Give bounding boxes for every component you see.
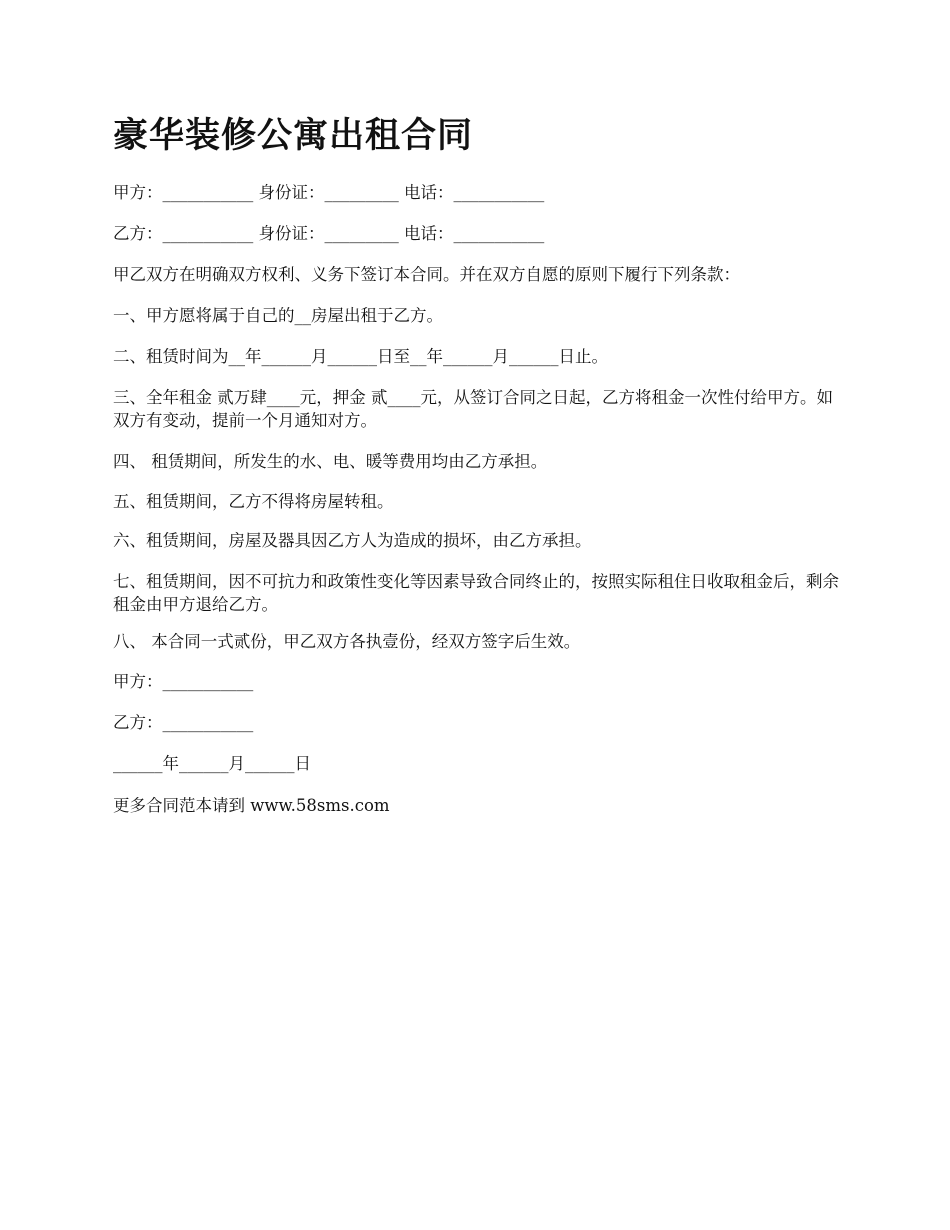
document-title: 豪华装修公寓出租合同	[113, 116, 474, 156]
party-a-info-line: 甲方：___________ 身份证：_________ 电话：___________	[113, 183, 545, 202]
date-line: ______年______月______日	[113, 754, 311, 773]
clause-2: 二、租赁时间为__年______月______日至__年______月______日止。	[113, 347, 608, 366]
party-b-info-line: 乙方：___________ 身份证：_________ 电话：___________	[113, 224, 545, 243]
intro-paragraph: 甲乙双方在明确双方权利、义务下签订本合同。并在双方自愿的原则下履行下列条款：	[113, 265, 740, 284]
clause-7: 七、租赁期间，因不可抗力和政策性变化等因素导致合同终止的，按照实际租住日收取租金后，剩余租金由甲方退给乙方。	[113, 572, 839, 614]
footer-link-text: 更多合同范本请到 www.58sms.com	[113, 796, 390, 815]
clause-4: 四、 租赁期间，所发生的水、电、暖等费用均由乙方承担。	[113, 452, 548, 471]
clause-8: 八、 本合同一式贰份，甲乙双方各执壹份，经双方签字后生效。	[113, 632, 581, 651]
signature-party-a: 甲方：___________	[113, 672, 254, 691]
clause-1: 一、甲方愿将属于自己的__房屋出租于乙方。	[113, 306, 443, 325]
clause-5: 五、租赁期间，乙方不得将房屋转租。	[113, 492, 394, 511]
clause-3: 三、全年租金 贰万肆____元，押金 贰____元，从签订合同之日起，乙方将租金一次性付给甲方。如双方有变动，提前一个月通知对方。	[113, 388, 833, 430]
clause-6: 六、租赁期间，房屋及器具因乙方人为造成的损坏，由乙方承担。	[113, 531, 592, 550]
signature-party-b: 乙方：___________	[113, 713, 254, 732]
